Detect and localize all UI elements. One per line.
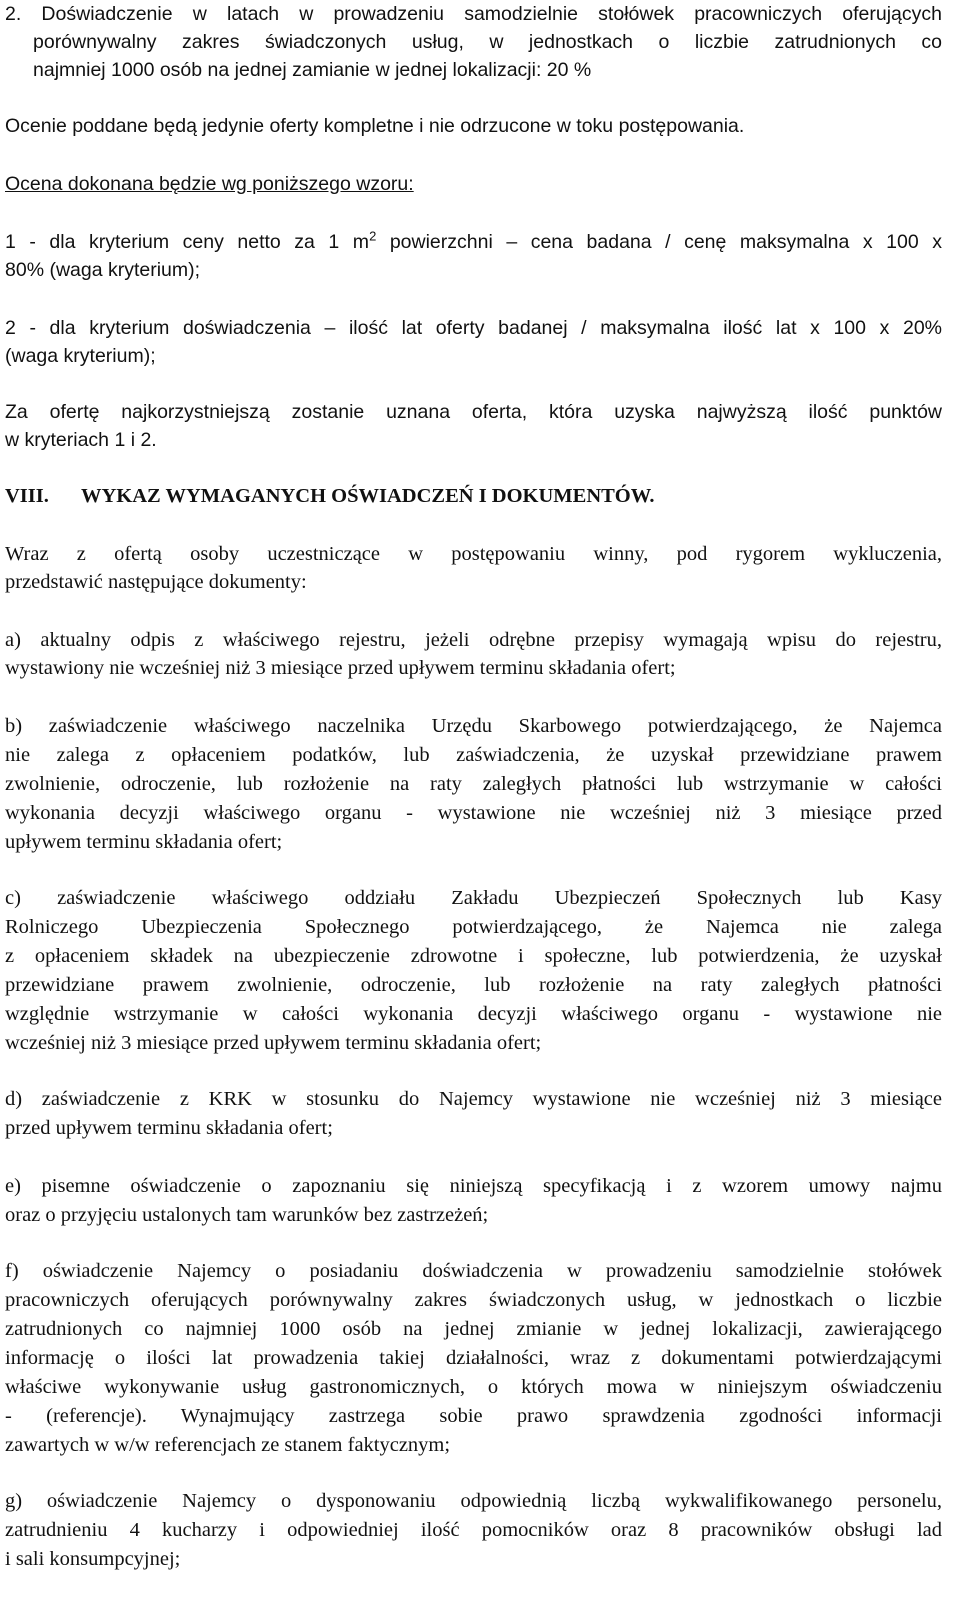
item-g-line-2: zatrudnieniu 4 kucharzy i odpowiedniej ilość pomocników oraz 8 pracowników obsługi lad: [5, 1519, 942, 1541]
item-e-line-2: oraz o przyjęciu ustalonych tam warunków bez zastrzeżeń;: [5, 1204, 489, 1226]
item-e-line-1: e) pisemne oświadczenie o zapoznaniu się niniejszą specyfikacją i z wzorem umowy najmu: [5, 1175, 942, 1197]
item-c-line-1: c) zaświadczenie właściwego oddziału Zakładu Ubezpieczeń Społecznych lub Kasy: [5, 887, 942, 909]
section-number: VIII.: [5, 485, 49, 507]
formula-1-line-1: [5, 228, 942, 256]
item-c-line-3: z opłaceniem składek na ubezpieczenie zdrowotne i społeczne, lub potwierdzenia, że uzyskał: [5, 945, 942, 967]
formula-2-line-1: 2 - dla kryterium doświadczenia – ilość lat oferty badanej / maksymalna ilość lat x 100 x 20%: [5, 317, 942, 339]
item-f-line-1: f) oświadczenie Najemcy o posiadaniu doświadczenia w prowadzeniu samodzielnie stołówek: [5, 1260, 942, 1282]
evaluation-note: Ocenie poddane będą jedynie oferty kompletne i nie odrzucone w toku postępowania.: [5, 115, 745, 137]
formula-1-text-a: 1 - dla kryterium ceny netto za 1 m: [5, 231, 370, 253]
section-heading: [5, 482, 654, 510]
item-b-line-4: wykonania decyzji właściwego organu - wystawione nie wcześniej niż 3 miesiące przed: [5, 802, 942, 824]
item-b-line-2: nie zalega z opłaceniem podatków, lub zaświadczenia, że uzyskał przewidziane prawem: [5, 744, 942, 766]
intro-line-2: przedstawić następujące dokumenty:: [5, 571, 307, 593]
formula-1-superscript: 2: [369, 228, 377, 244]
section-title: WYKAZ WYMAGANYCH OŚWIADCZEŃ I DOKUMENTÓW.: [81, 485, 655, 507]
formula-1-line-2: 80% (waga kryterium);: [5, 259, 201, 281]
best-offer-line-1: Za ofertę najkorzystniejszą zostanie uznana oferta, która uzyska najwyższą ilość punktów: [5, 401, 942, 423]
item-f-line-2: pracowniczych oferujących porównywalny zakres świadczonych usług, w jednostkach o liczbie: [5, 1289, 942, 1311]
intro-line-1: Wraz z ofertą osoby uczestniczące w postępowaniu winny, pod rygorem wykluczenia,: [5, 543, 942, 565]
best-offer-line-2: w kryteriach 1 i 2.: [5, 429, 157, 451]
item-b-line-5: upływem terminu składania ofert;: [5, 831, 283, 853]
item-b-line-1: b) zaświadczenie właściwego naczelnika Urzędu Skarbowego potwierdzającego, że Najemca: [5, 715, 942, 737]
formula-2-line-2: (waga kryterium);: [5, 345, 156, 367]
item-f-line-3: zatrudnionych co najmniej 1000 osób na jednej zmianie w jednej lokalizacji, zawierającego: [5, 1318, 942, 1340]
item-a-line-1: a) aktualny odpis z właściwego rejestru, jeżeli odrębne przepisy wymagają wpisu do rejestru,: [5, 629, 942, 651]
criterion-2-line-2: porównywalny zakres świadczonych usług, w jednostkach o liczbie zatrudnionych co: [33, 31, 942, 53]
item-f-line-4: informację o ilości lat prowadzenia takiej działalności, wraz z dokumentami potwierdzającymi: [5, 1347, 942, 1369]
item-f-line-6: - (referencje). Wynajmujący zastrzega sobie prawo sprawdzenia zgodności informacji: [5, 1405, 942, 1427]
item-f-line-5: właściwe wykonywanie usług gastronomicznych, o których mowa w niniejszym oświadczeniu: [5, 1376, 942, 1398]
item-g-line-3: i sali konsumpcyjnej;: [5, 1548, 181, 1570]
criterion-2-line-3: najmniej 1000 osób na jednej zamianie w jednej lokalizacji: 20 %: [33, 59, 592, 81]
item-c-line-2: Rolniczego Ubezpieczenia Społecznego potwierdzającego, że Najemca nie zalega: [5, 916, 942, 938]
item-f-line-7: zawartych w w/w referencjach ze stanem faktycznym;: [5, 1434, 451, 1456]
item-c-line-5: względnie wstrzymanie w całości wykonania decyzji właściwego organu - wystawione nie: [5, 1003, 942, 1025]
item-c-line-6: wcześniej niż 3 miesiące przed upływem terminu składania ofert;: [5, 1032, 542, 1054]
item-c-line-4: przewidziane prawem zwolnienie, odroczenie, lub rozłożenie na raty zaległych płatności: [5, 974, 942, 996]
item-g-line-1: g) oświadczenie Najemcy o dysponowaniu odpowiednią liczbą wykwalifikowanego personelu,: [5, 1490, 942, 1512]
item-d-line-2: przed upływem terminu składania ofert;: [5, 1117, 333, 1139]
criterion-2-line-1: 2. Doświadczenie w latach w prowadzeniu samodzielnie stołówek pracowniczych oferujących: [5, 3, 942, 25]
item-d-line-1: d) zaświadczenie z KRK w stosunku do Najemcy wystawione nie wcześniej niż 3 miesiące: [5, 1088, 942, 1110]
formula-1-text-b: powierzchni – cena badana / cenę maksymalna x 100 x: [376, 231, 942, 253]
item-b-line-3: zwolnienie, odroczenie, lub rozłożenie na raty zaległych płatności lub wstrzymanie w całości: [5, 773, 942, 795]
item-a-line-2: wystawiony nie wcześniej niż 3 miesiące przed upływem terminu składania ofert;: [5, 657, 676, 679]
formula-heading: Ocena dokonana będzie wg poniższego wzoru:: [5, 173, 414, 195]
